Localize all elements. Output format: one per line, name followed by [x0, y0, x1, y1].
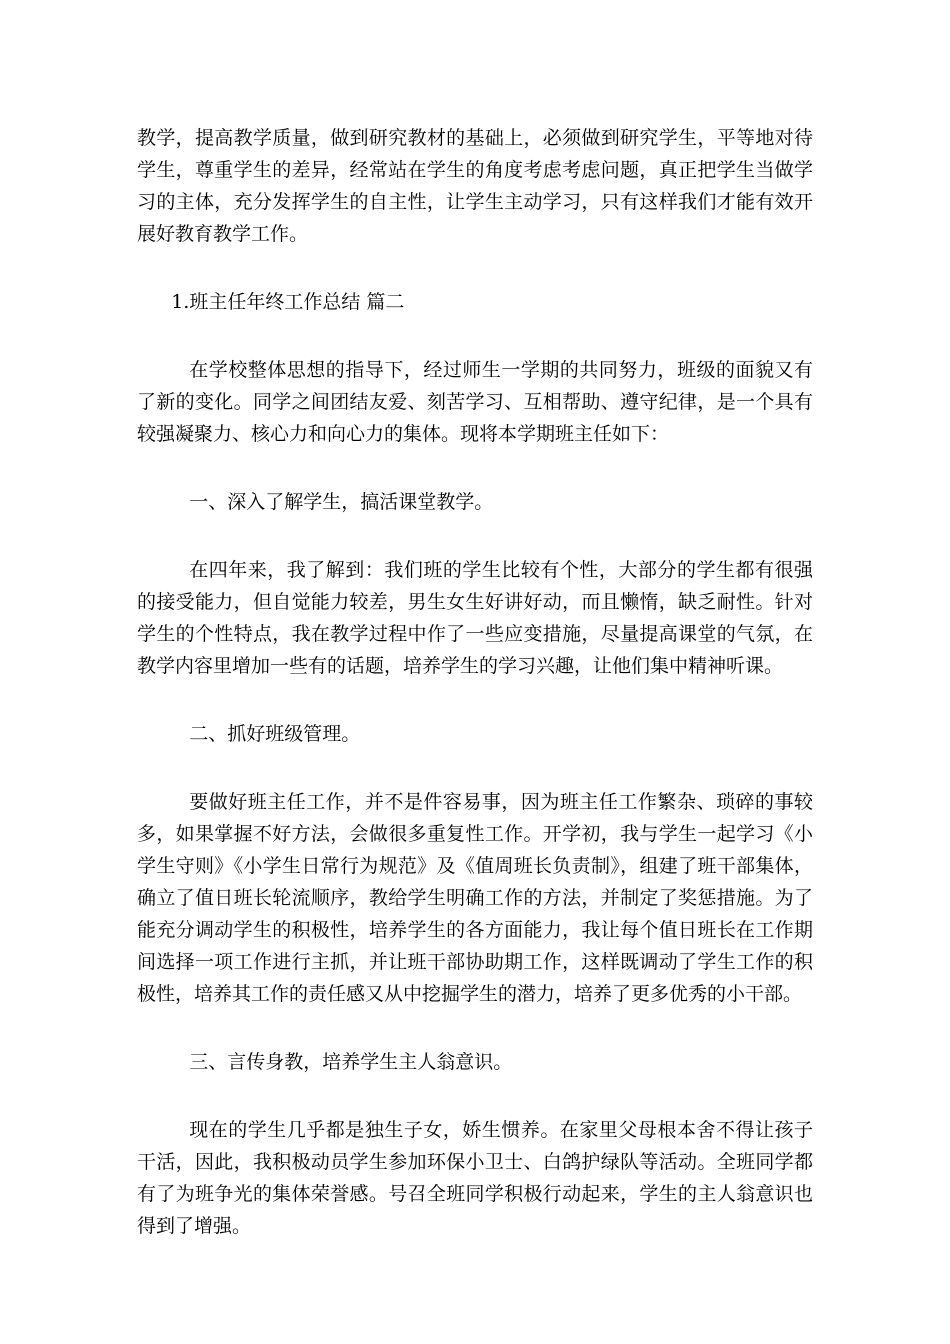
- paragraph-overview: 在学校整体思想的指导下，经过师生一学期的共同努力，班级的面貌又有了新的变化。同学之间团结友爱、刻苦学习、互相帮助、遵守纪律，是一个具有较强凝聚力、核心力和向心力的集体。现将本学期班主任如下：: [137, 359, 813, 445]
- spacer: [137, 1078, 813, 1114]
- spacer: [137, 682, 813, 718]
- spacer: [137, 750, 813, 786]
- paragraph-class-management: 要做好班主任工作，并不是件容易事，因为班主任工作繁杂、琐碎的事较多，如果掌握不好方法，会做很多重复性工作。开学初，我与学生一起学习《小学生守则》《小学生日常行为规范》及《值周班长负责制》，组建了班干部集体，确立了值日班长轮流顺序，教给学生明确工作的方法，并制定了奖惩措施。为了能充分调动学生的积极性，培养学生的各方面能力，我让每个值日班长在工作期间选择一项工作进行主抓，并让班干部协助期工作，这样既调动了学生工作的积极性，培养其工作的责任感又从中挖掘学生的潜力，培养了更多优秀的小干部。: [137, 791, 813, 1005]
- subheading-class-management: 二、抓好班级管理。: [189, 723, 361, 745]
- spacer: [137, 1010, 813, 1046]
- section-heading-part-two: 1.班主任年终工作总结 篇二: [171, 291, 405, 313]
- spacer: [137, 250, 813, 286]
- spacer: [137, 518, 813, 554]
- paragraph-understand-students: 在四年来，我了解到：我们班的学生比较有个性，大部分的学生都有很强的接受能力，但自觉能力较差，男生女生好讲好动，而且懒惰，缺乏耐性。针对学生的个性特点，我在教学过程中作了一些应变措施，尽量提高课堂的气氛，在教学内容里增加一些有的话题，培养学生的学习兴趣，让他们集中精神听课。: [137, 559, 813, 677]
- paragraph-intro-continuation: 教学，提高教学质量，做到研究教材的基础上，必须做到研究学生，平等地对待学生，尊重学生的差异，经常站在学生的角度考虑考虑问题，真正把学生当做学习的主体，充分发挥学生的自主性，让学生主动学习，只有这样我们才能有效开展好教育教学工作。: [137, 127, 813, 245]
- spacer: [137, 318, 813, 354]
- paragraph-lead-by-example: 现在的学生几乎都是独生子女，娇生惯养。在家里父母根本舍不得让孩子干活，因此，我积极动员学生参加环保小卫士、白鸽护绿队等活动。全班同学都有了为班争光的集体荣誉感。号召全班同学积极行动起来，学生的主人翁意识也得到了增强。: [137, 1119, 813, 1237]
- spacer: [137, 450, 813, 486]
- document-body: [137, 122, 813, 1242]
- subheading-understand-students: 一、深入了解学生，搞活课堂教学。: [189, 491, 494, 513]
- subheading-lead-by-example: 三、言传身教，培养学生主人翁意识。: [189, 1051, 513, 1073]
